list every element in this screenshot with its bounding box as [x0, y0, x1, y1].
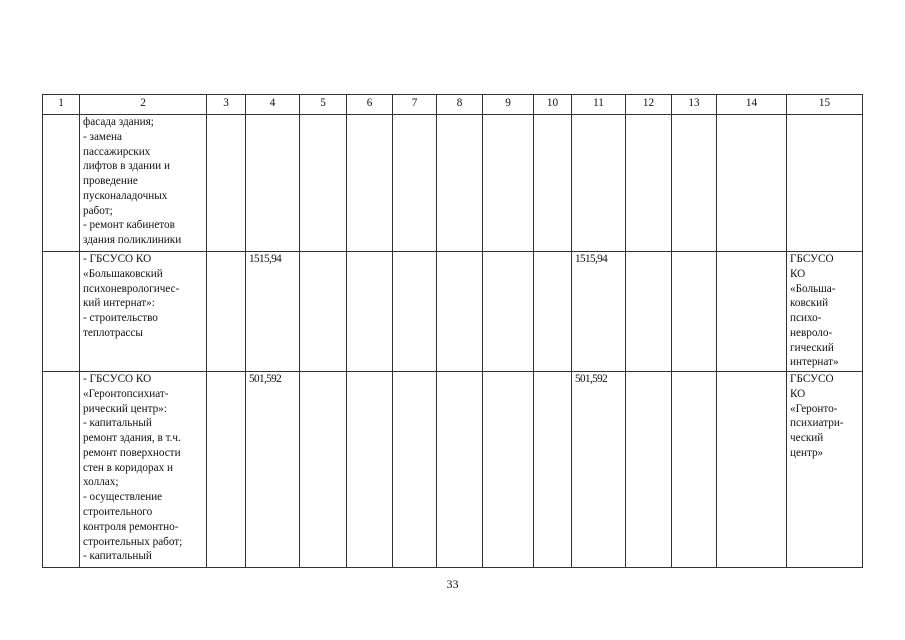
row-number-cell	[43, 252, 80, 372]
page-number: 33	[446, 577, 459, 591]
column-header-4: 4	[246, 95, 300, 115]
amount-col4-cell: 1515,94	[246, 252, 300, 372]
row-number-cell	[43, 115, 80, 252]
table-row	[43, 252, 863, 372]
column-header-11: 11	[572, 95, 626, 115]
column-header-13: 13	[672, 95, 717, 115]
column-header-9: 9	[483, 95, 534, 115]
column-header-8: 8	[437, 95, 483, 115]
amount-col11-cell: 501,592	[572, 372, 626, 568]
column-header-15: 15	[787, 95, 863, 115]
column-header-12: 12	[626, 95, 672, 115]
header-row	[43, 95, 863, 115]
amount-col11-cell: 1515,94	[572, 252, 626, 372]
amount-col4-cell: 501,592	[246, 372, 300, 568]
description-cell: - ГБСУСО КО «Геронтопсихиат- рический центр»: - капитальный ремонт здания, в т.ч. ремонт поверхности стен в коридорах и холлах; - осуществление строительного контроля ремонтно- строительных работ; - капитальный	[80, 372, 207, 568]
column-header-7: 7	[393, 95, 437, 115]
row-number-cell	[43, 372, 80, 568]
column-header-5: 5	[300, 95, 347, 115]
column-header-1: 1	[43, 95, 80, 115]
table-row	[43, 372, 863, 568]
description-cell: фасада здания; - замена пассажирских лифтов в здании и проведение пусконаладочных работ; - ремонт кабинетов здания поликлиники	[80, 115, 207, 252]
amount-col11-cell	[572, 115, 626, 252]
organization-cell: ГБСУСО КО «Геронто- психиатри- ческий центр»	[787, 372, 863, 568]
description-cell: - ГБСУСО КО «Большаковский психоневрологичес- кий интернат»: - строительство теплотрассы	[80, 252, 207, 372]
column-header-2: 2	[80, 95, 207, 115]
column-header-3: 3	[207, 95, 246, 115]
table-row	[43, 115, 863, 252]
organization-cell: ГБСУСО КО «Больша- ковский психо- невроло- гический интернат»	[787, 252, 863, 372]
organization-cell	[787, 115, 863, 252]
column-header-10: 10	[534, 95, 572, 115]
column-header-14: 14	[717, 95, 787, 115]
column-header-6: 6	[347, 95, 393, 115]
budget-table	[42, 94, 863, 568]
amount-col4-cell	[246, 115, 300, 252]
